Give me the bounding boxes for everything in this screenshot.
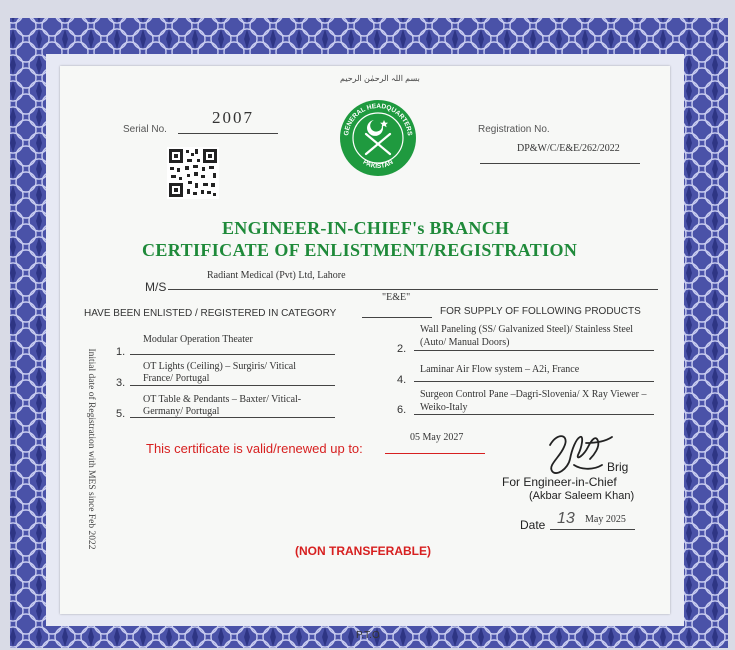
seal-bottom-text: PAKISTAN — [361, 158, 395, 171]
product-1-number: 1. — [116, 346, 126, 358]
registration-value: DP&W/C/E&E/262/2022 — [517, 143, 620, 154]
product-5-line1: OT Table & Pendants – Baxter/ Vitical- — [143, 394, 302, 405]
qr-code — [167, 147, 219, 199]
side-registration-note: Initial date of Registration with MES since Feb 2022 — [86, 348, 96, 550]
bismillah-text: بسم اللہ الرحمٰن الرحیم — [340, 74, 420, 83]
registration-underline — [480, 163, 640, 164]
valid-label: This certificate is valid/renewed up to: — [146, 441, 363, 456]
product-4-line1: Laminar Air Flow system – A2i, France — [420, 364, 580, 375]
product-6-underline — [414, 414, 654, 415]
product-2-line2: (Auto/ Manual Doors) — [420, 337, 510, 348]
date-day: 13 — [557, 510, 575, 527]
title-certificate: CERTIFICATE OF ENLISTMENT/REGISTRATION — [142, 240, 578, 260]
product-5-line2: Germany/ Portugal — [143, 406, 220, 417]
product-3-underline — [130, 385, 335, 386]
signatory-name: (Akbar Saleem Khan) — [529, 490, 635, 502]
valid-underline — [385, 453, 485, 454]
registration-label: Registration No. — [478, 124, 550, 135]
product-3-line2: France/ Portugal — [143, 373, 210, 384]
product-6-line1: Surgeon Control Pane –Dagri-Slovenia/ X Ray Viewer – — [420, 389, 647, 400]
category-value: "E&E" — [382, 292, 411, 303]
category-underline — [362, 317, 432, 318]
pto-label: P.T.O — [356, 630, 380, 641]
product-2-number: 2. — [397, 343, 407, 355]
serial-value: 2007 — [212, 108, 254, 127]
date-month-year: May 2025 — [585, 514, 626, 525]
product-4-underline — [414, 381, 654, 382]
date-label: Date — [520, 518, 546, 532]
product-6-number: 6. — [397, 404, 407, 416]
title-branch: ENGINEER-IN-CHIEF's BRANCH — [222, 218, 510, 238]
product-4-number: 4. — [397, 374, 407, 386]
product-3-number: 3. — [116, 377, 126, 389]
serial-label: Serial No. — [123, 124, 167, 135]
product-5-underline — [130, 417, 335, 418]
ms-value: Radiant Medical (Pvt) Ltd, Lahore — [207, 270, 346, 281]
product-6-line2: Weiko-Italy — [420, 402, 468, 413]
ms-underline — [168, 289, 658, 290]
enlisted-text: HAVE BEEN ENLISTED / REGISTERED IN CATEGORY — [84, 308, 337, 319]
ms-label: M/S — [145, 280, 167, 294]
supply-text: FOR SUPPLY OF FOLLOWING PRODUCTS — [440, 306, 641, 317]
signatory-rank: Brig — [607, 460, 629, 474]
product-1-line1: Modular Operation Theater — [143, 334, 253, 345]
product-3-line1: OT Lights (Ceiling) – Surgiris/ Vitical — [143, 361, 297, 372]
product-5-number: 5. — [116, 408, 126, 420]
ghq-seal-emblem — [338, 98, 418, 178]
signatory-for: For Engineer-in-Chief — [502, 475, 617, 489]
product-2-underline — [414, 350, 654, 351]
product-2-line1: Wall Paneling (SS/ Galvanized Steel)/ Stainless Steel — [420, 324, 634, 335]
serial-underline — [178, 133, 278, 134]
product-1-underline — [130, 354, 335, 355]
non-transferable-label: (NON TRANSFERABLE) — [295, 544, 431, 558]
valid-date: 05 May 2027 — [410, 432, 464, 443]
date-underline — [550, 529, 635, 530]
seal-top-text: GENERAL HEADQUARTERS — [343, 102, 413, 137]
